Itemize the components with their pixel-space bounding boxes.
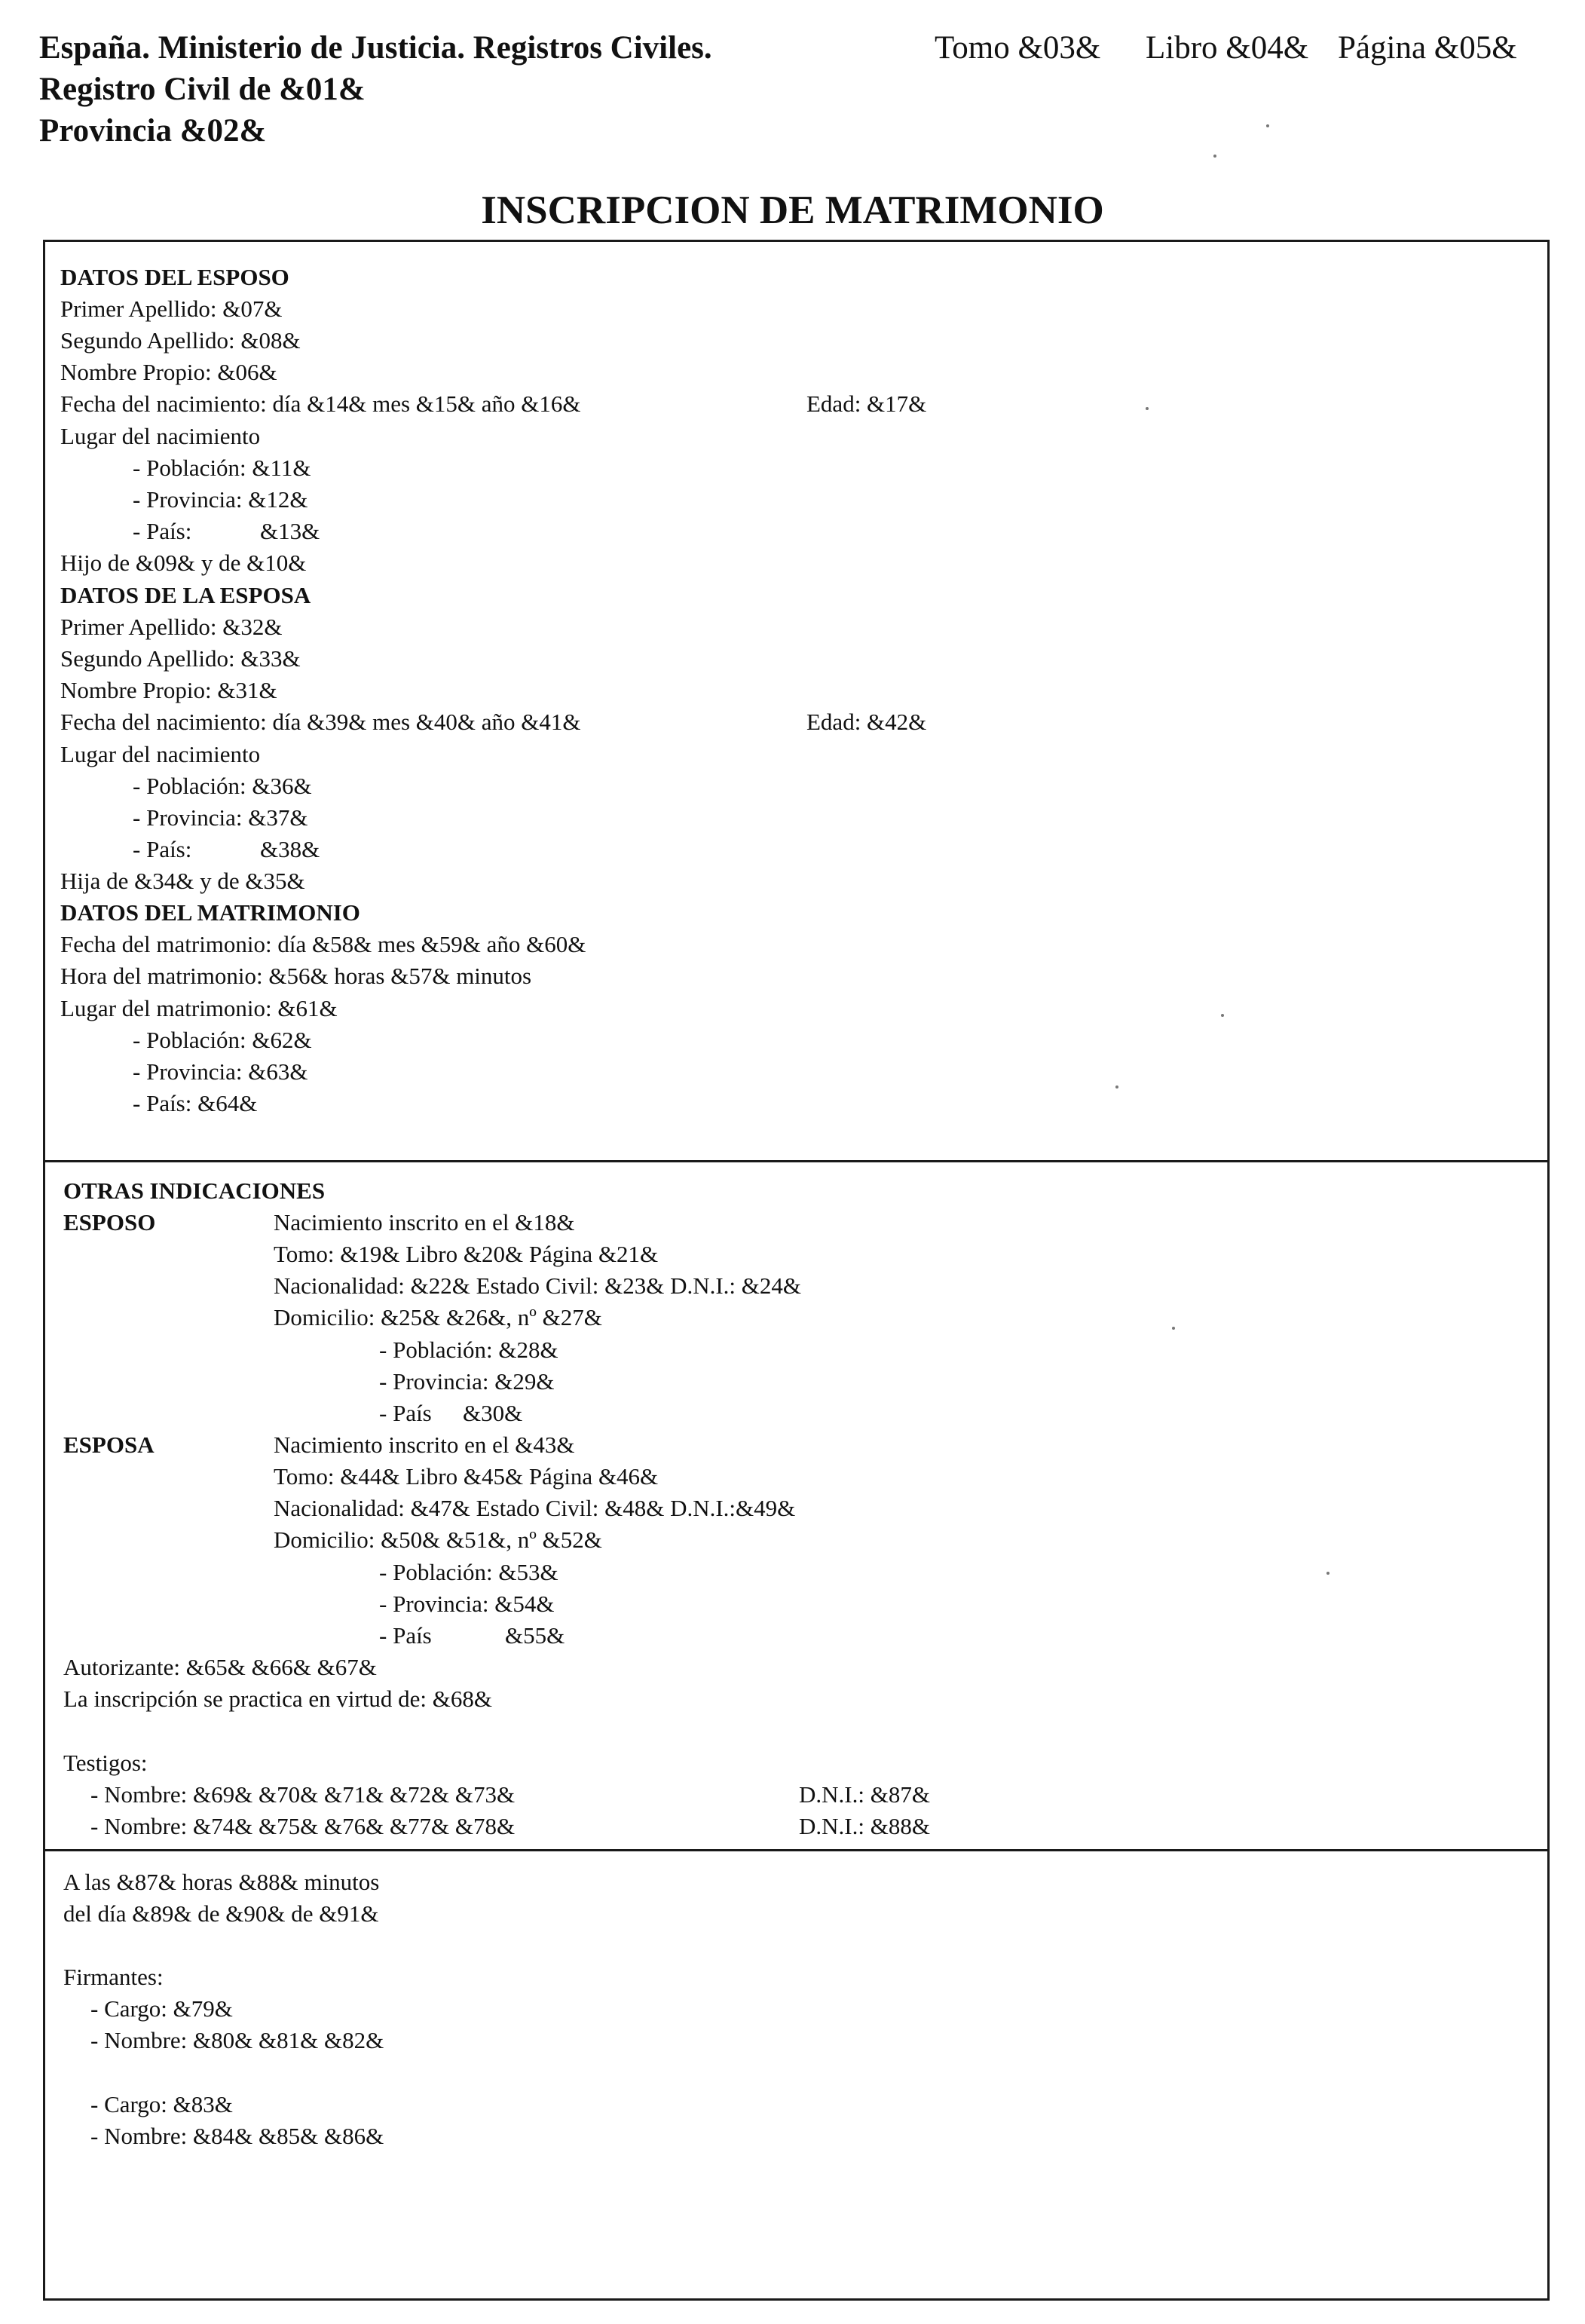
scan-speck xyxy=(1213,155,1216,158)
esposa-edad: Edad: &42& xyxy=(806,709,927,735)
esposo-lugar-nacimiento: Lugar del nacimiento xyxy=(60,423,261,449)
esposo-segundo-apellido: Segundo Apellido: &08& xyxy=(60,327,301,354)
scan-speck xyxy=(1115,1085,1118,1089)
esposo-primer-apellido: Primer Apellido: &07& xyxy=(60,295,283,322)
firmante-1-cargo: - Cargo: &79& xyxy=(90,1995,233,2022)
otras-esposa-tomo: Tomo: &44& Libro &45& Página &46& xyxy=(274,1463,659,1490)
header-ministerio: España. Ministerio de Justicia. Registros Civiles. xyxy=(39,30,712,66)
testigo-1-dni: D.N.I.: &87& xyxy=(799,1781,930,1808)
otras-esposo-pais-label: - País xyxy=(379,1400,432,1426)
otras-esposa-nacimiento: Nacimiento inscrito en el &43& xyxy=(274,1431,575,1458)
otras-esposa-poblacion: - Población: &53& xyxy=(379,1559,558,1585)
otras-esposo-label: ESPOSO xyxy=(63,1209,156,1235)
firmante-2-cargo: - Cargo: &83& xyxy=(90,2091,233,2117)
header-registro-civil: Registro Civil de &01& xyxy=(39,72,366,107)
otras-esposo-nacimiento: Nacimiento inscrito en el &18& xyxy=(274,1209,575,1235)
firmante-1-nombre: - Nombre: &80& &81& &82& xyxy=(90,2027,384,2053)
otras-esposo-tomo: Tomo: &19& Libro &20& Página &21& xyxy=(274,1241,659,1267)
otras-esposo-domicilio: Domicilio: &25& &26&, nº &27& xyxy=(274,1304,602,1330)
testigo-2-nombre: - Nombre: &74& &75& &76& &77& &78& xyxy=(90,1813,516,1839)
esposa-fecha-nacimiento: Fecha del nacimiento: día &39& mes &40& año &41& xyxy=(60,709,581,735)
divider-otras-indicaciones xyxy=(43,1160,1550,1162)
scan-speck xyxy=(1266,124,1269,127)
matrimonio-hora: Hora del matrimonio: &56& horas &57& minutos xyxy=(60,963,532,989)
section-heading-esposo: DATOS DEL ESPOSO xyxy=(60,264,289,290)
testigo-2-dni: D.N.I.: &88& xyxy=(799,1813,930,1839)
otras-esposa-domicilio: Domicilio: &50& &51&, nº &52& xyxy=(274,1526,602,1553)
header-provincia: Provincia &02& xyxy=(39,113,267,149)
esposa-poblacion: - Población: &36& xyxy=(133,773,312,799)
esposa-lugar-nacimiento: Lugar del nacimiento xyxy=(60,741,261,767)
esposa-nombre: Nombre Propio: &31& xyxy=(60,677,277,703)
matrimonio-pais: - País: &64& xyxy=(133,1090,258,1116)
matrimonio-provincia: - Provincia: &63& xyxy=(133,1058,308,1085)
esposa-primer-apellido: Primer Apellido: &32& xyxy=(60,614,283,640)
matrimonio-poblacion: - Población: &62& xyxy=(133,1027,312,1053)
header-tomo: Tomo &03& xyxy=(935,30,1101,66)
esposo-fecha-nacimiento: Fecha del nacimiento: día &14& mes &15& año &16& xyxy=(60,390,581,417)
scan-speck xyxy=(1326,1572,1330,1575)
section-heading-matrimonio: DATOS DEL MATRIMONIO xyxy=(60,899,360,926)
otras-esposa-pais-label: - País xyxy=(379,1622,432,1649)
esposo-nombre: Nombre Propio: &06& xyxy=(60,359,277,385)
header-libro: Libro &04& xyxy=(1146,30,1309,66)
page-title: INSCRIPCION DE MATRIMONIO xyxy=(481,188,1104,232)
otras-esposa-pais-value: &55& xyxy=(505,1622,565,1649)
esposo-hijo-de: Hijo de &09& y de &10& xyxy=(60,550,307,576)
firmante-2-nombre: - Nombre: &84& &85& &86& xyxy=(90,2123,384,2149)
otras-esposa-provincia: - Provincia: &54& xyxy=(379,1591,555,1617)
esposa-pais-value: &38& xyxy=(260,836,320,862)
esposo-provincia: - Provincia: &12& xyxy=(133,486,308,513)
esposa-segundo-apellido: Segundo Apellido: &33& xyxy=(60,645,301,672)
esposo-pais-value: &13& xyxy=(260,518,320,544)
matrimonio-fecha: Fecha del matrimonio: día &58& mes &59& año &60& xyxy=(60,931,586,957)
esposo-poblacion: - Población: &11& xyxy=(133,455,311,481)
esposa-provincia: - Provincia: &37& xyxy=(133,804,308,831)
header-pagina: Página &05& xyxy=(1338,30,1517,66)
cierre-hora: A las &87& horas &88& minutos xyxy=(63,1869,380,1895)
otras-esposa-label: ESPOSA xyxy=(63,1431,155,1458)
section-heading-otras-indicaciones: OTRAS INDICACIONES xyxy=(63,1177,326,1204)
autorizante: Autorizante: &65& &66& &67& xyxy=(63,1654,377,1680)
otras-esposo-nacionalidad: Nacionalidad: &22& Estado Civil: &23& D.N.I.: &24& xyxy=(274,1272,802,1299)
scan-speck xyxy=(1146,407,1149,410)
otras-esposo-provincia: - Provincia: &29& xyxy=(379,1368,555,1395)
otras-esposo-poblacion: - Población: &28& xyxy=(379,1337,558,1363)
esposo-pais-label: - País: xyxy=(133,518,192,544)
esposa-pais-label: - País: xyxy=(133,836,192,862)
inscripcion-virtud: La inscripción se practica en virtud de: &68& xyxy=(63,1686,493,1712)
esposo-edad: Edad: &17& xyxy=(806,390,927,417)
matrimonio-lugar: Lugar del matrimonio: &61& xyxy=(60,995,338,1021)
otras-esposo-pais-value: &30& xyxy=(463,1400,523,1426)
otras-esposa-nacionalidad: Nacionalidad: &47& Estado Civil: &48& D.N.I.:&49& xyxy=(274,1495,796,1521)
firmantes-label: Firmantes: xyxy=(63,1964,164,1990)
scan-speck xyxy=(1172,1327,1175,1330)
divider-cierre xyxy=(43,1849,1550,1851)
testigos-label: Testigos: xyxy=(63,1750,148,1776)
section-heading-esposa: DATOS DE LA ESPOSA xyxy=(60,582,311,608)
cierre-dia: del día &89& de &90& de &91& xyxy=(63,1900,379,1927)
scan-speck xyxy=(1221,1014,1224,1017)
esposa-hija-de: Hija de &34& y de &35& xyxy=(60,868,305,894)
testigo-1-nombre: - Nombre: &69& &70& &71& &72& &73& xyxy=(90,1781,516,1808)
